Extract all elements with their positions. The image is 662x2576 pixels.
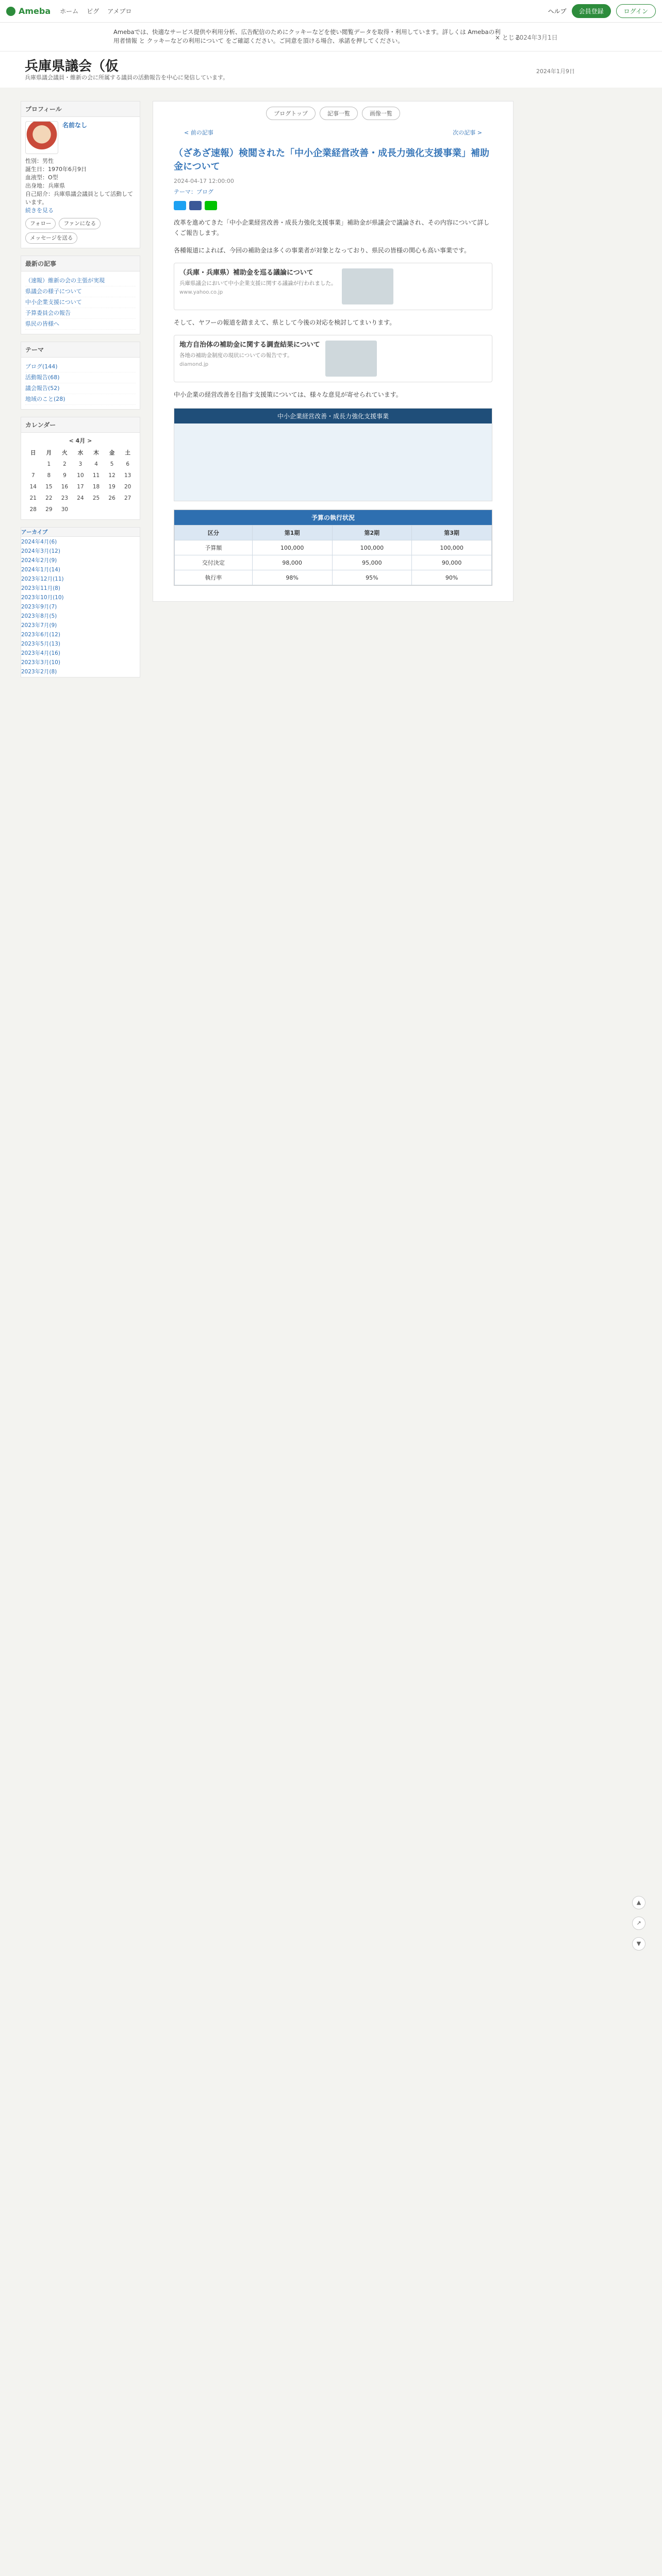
recent-item[interactable]: 県議会の様子について [25, 286, 136, 297]
twitter-share-icon[interactable] [174, 201, 186, 210]
blog-title[interactable]: 兵庫県議会（仮 [25, 59, 119, 74]
table-cell: 執行率 [175, 570, 253, 585]
article-date: 2024-04-17 12:00:00 [174, 178, 234, 184]
link-card-desc: 各地の補助金制度の現状についての報告です。 [179, 352, 293, 359]
table-cell: 98,000 [252, 555, 332, 570]
calendar-widget [21, 417, 140, 520]
top-right [548, 4, 656, 18]
calendar-heading: カレンダー [21, 417, 140, 433]
nav-pigg[interactable]: ピグ [87, 8, 100, 15]
theme-item[interactable]: 活動報告(68) [25, 372, 136, 383]
archive-item[interactable]: 2023年7月(9) [21, 622, 57, 629]
follow-button[interactable]: フォロー [25, 218, 56, 229]
nav-ameblo[interactable]: アメブロ [107, 8, 132, 15]
notice-date: 2024年3月1日 [516, 34, 558, 41]
table-cell: 90% [412, 570, 492, 585]
figure-image [174, 423, 492, 501]
archive-item[interactable]: 2023年9月(7) [21, 604, 57, 610]
article-figure [174, 408, 492, 501]
article-paragraph: 改革を進めてきた「中小企業経営改善・成長力強化支援事業」補助金が県議会で議論され、その内容について詳しくご報告します。 [174, 219, 490, 236]
avatar[interactable] [25, 121, 58, 154]
profile-text: 性別：男性 誕生日：1970年6月9日 血液型：O型 出身地：兵庫県 自己紹介：兵庫県議会議員として活動しています。 [25, 158, 133, 206]
recent-item[interactable]: 県民の皆様へ [25, 319, 136, 330]
theme-heading: テーマ [21, 342, 140, 358]
message-button[interactable]: メッセージを送る [25, 232, 77, 244]
sidebar [21, 101, 140, 685]
notice-close-button[interactable]: × とじる [495, 34, 521, 41]
link-card-desc: 兵庫県議会において中小企業支援に関する議論が行われました。 [179, 280, 337, 286]
recent-item[interactable]: 中小企業支援について [25, 297, 136, 308]
table-cell: 交付決定 [175, 555, 253, 570]
table-cell: 95,000 [332, 555, 412, 570]
tab-image-list[interactable]: 画像一覧 [362, 107, 400, 120]
archive-widget [21, 527, 140, 677]
scroll-top-icon[interactable]: ▲ [632, 1896, 646, 1909]
budget-table [174, 510, 492, 586]
share-row [174, 201, 492, 210]
table-cell: 98% [252, 570, 332, 585]
table-cell: 100,000 [252, 540, 332, 555]
tab-article-list[interactable]: 記事一覧 [320, 107, 358, 120]
archive-heading: アーカイブ [21, 528, 140, 537]
next-article-link[interactable]: 次の記事 > [453, 129, 482, 136]
archive-item[interactable]: 2023年4月(16) [21, 650, 60, 656]
link-card-site: diamond.jp [179, 362, 209, 367]
article-title[interactable]: （ざあざ速報）検閲された「中小企業経営改善・成長力強化支援事業」補助金について [174, 148, 489, 172]
archive-item[interactable]: 2023年6月(12) [21, 632, 60, 638]
archive-item[interactable]: 2023年12月(11) [21, 576, 64, 582]
recent-widget [21, 256, 140, 334]
tab-blog-top[interactable]: ブログトップ [266, 107, 316, 120]
cookie-notice [0, 23, 662, 52]
nav-home[interactable]: ホーム [60, 8, 79, 15]
table-cell: 90,000 [412, 555, 492, 570]
top-bar [0, 0, 662, 23]
article-paragraph: そして、ヤフーの報道を踏まえて、県として今後の対応を検討してまいります。 [174, 319, 396, 326]
article-paragraph: 中小企業の経営改善を目指す支援策については、様々な意見が寄せられています。 [174, 391, 402, 398]
read-more-link[interactable]: 続きを見る [25, 207, 54, 214]
link-card-image [325, 341, 377, 377]
link-card[interactable] [174, 263, 492, 310]
fan-button[interactable]: ファンになる [59, 218, 101, 229]
figure-title: 中小企業経営改善・成長力強化支援事業 [174, 409, 492, 423]
theme-item[interactable]: ブログ(144) [25, 362, 136, 372]
article-theme[interactable]: テーマ：ブログ [174, 189, 213, 195]
archive-item[interactable]: 2023年10月(10) [21, 595, 64, 601]
link-card-title: （兵庫・兵庫県）補助金を巡る議論について [179, 269, 313, 277]
table-cell: 第2期 [332, 526, 412, 540]
archive-item[interactable]: 2023年3月(10) [21, 659, 60, 666]
link-card-site: www.yahoo.co.jp [179, 290, 223, 295]
profile-widget [21, 101, 140, 248]
ameba-logo-icon [6, 7, 15, 16]
archive-item[interactable]: 2024年2月(9) [21, 557, 57, 564]
link-card-image [342, 268, 393, 304]
archive-item[interactable]: 2024年3月(12) [21, 548, 60, 554]
share-icon[interactable]: ↗ [632, 1917, 646, 1930]
blog-description: 兵庫県議会議員・維新の会に所属する議員の活動報告を中心に発信しています。 [25, 74, 229, 81]
archive-item[interactable]: 2023年11月(8) [21, 585, 60, 591]
table-cell: 第1期 [252, 526, 332, 540]
profile-heading: プロフィール [21, 101, 140, 117]
floating-side-icons [632, 1896, 646, 1951]
article-paragraph: 各種報道によれば、今回の補助金は多くの事業者が対象となっており、県民の皆様の関心も高い事業です。 [174, 247, 471, 254]
archive-item[interactable]: 2024年1月(14) [21, 567, 60, 573]
table-cell: 100,000 [412, 540, 492, 555]
article [153, 140, 513, 601]
link-card-title: 地方自治体の補助金に関する調査結果について [179, 341, 320, 349]
recent-item[interactable]: （速報）維新の会の主張が実現 [25, 276, 136, 286]
recent-heading: 最新の記事 [21, 256, 140, 272]
calendar-table: 日 月 火 水 木 金 土 1 2 3 4 5 6 7 8 9 10 11 12 13 14 15 16 17 18 19 20 21 22 23 24 25 26 27 28 29 30 [29, 450, 131, 513]
blog-header [0, 52, 662, 88]
brand-name: Ameba [19, 6, 51, 16]
cookie-notice-text: Amebaでは、快適なサービス提供や利用分析、広告配信のためにクッキーなどを使い閲覧データを取得・利用しています。詳しくは Amebaの利用者情報 と クッキーなどの利用について をご確認ください。ご同意を頂ける場合、承諾を押してください。 [113, 28, 501, 44]
ameba-logo[interactable] [6, 6, 51, 16]
table-cell: 予算額 [175, 540, 253, 555]
help-link[interactable]: ヘルプ [548, 8, 567, 15]
link-card[interactable] [174, 335, 492, 382]
theme-widget [21, 342, 140, 410]
login-button[interactable]: ログイン [616, 4, 656, 18]
register-button[interactable]: 会員登録 [572, 4, 611, 18]
main-content [153, 101, 514, 602]
table-cell: 区分 [175, 526, 253, 540]
archive-item[interactable]: 2023年2月(8) [21, 669, 57, 675]
facebook-share-icon[interactable] [189, 201, 202, 210]
blog-updated: 2024年1月9日 [536, 68, 575, 75]
theme-item[interactable]: 地域のこと(28) [25, 394, 136, 405]
archive-item[interactable]: 2024年4月(6) [21, 539, 57, 545]
article-nav [153, 125, 513, 140]
line-share-icon[interactable] [205, 201, 217, 210]
archive-item[interactable]: 2023年5月(13) [21, 641, 60, 647]
blog-tabs [153, 101, 513, 125]
top-nav [60, 7, 131, 15]
prev-article-link[interactable]: < 前の記事 [184, 129, 213, 136]
profile-name[interactable]: 名前なし [62, 122, 88, 129]
calendar-month[interactable]: < 4月 > [69, 437, 92, 444]
table-cell: 第3期 [412, 526, 492, 540]
table-cell: 100,000 [332, 540, 412, 555]
archive-item[interactable]: 2023年8月(5) [21, 613, 57, 619]
table-cell: 95% [332, 570, 412, 585]
theme-item[interactable]: 議会報告(52) [25, 383, 136, 394]
scroll-bottom-icon[interactable]: ▼ [632, 1937, 646, 1951]
budget-table-title: 予算の執行状況 [174, 510, 492, 525]
recent-item[interactable]: 予算委員会の報告 [25, 308, 136, 319]
